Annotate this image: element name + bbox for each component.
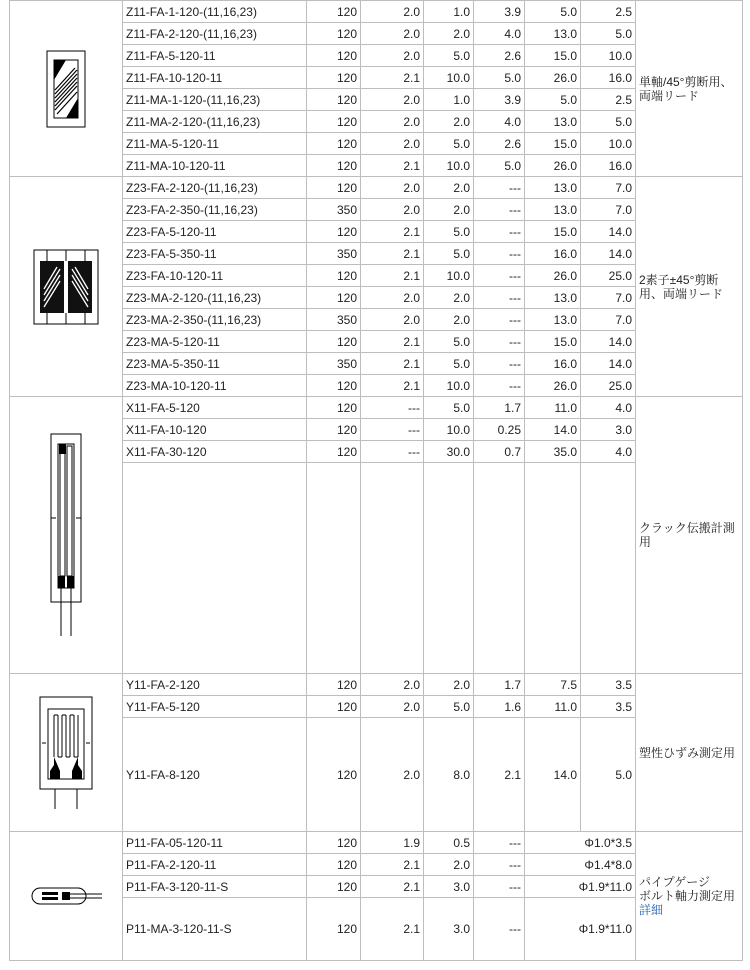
spec-value: 2.0 xyxy=(424,287,474,309)
spec-value: 2.5 xyxy=(581,1,636,23)
spec-value: 120 xyxy=(307,111,361,133)
spec-value: --- xyxy=(474,854,525,876)
spec-value-diameter-length: Φ1.9*11.0 xyxy=(525,876,636,898)
spec-value: 5.0 xyxy=(424,353,474,375)
model-number: Z11-MA-10-120-11 xyxy=(123,155,307,177)
spec-value: 120 xyxy=(307,89,361,111)
table-row xyxy=(10,177,743,199)
spec-value: --- xyxy=(474,265,525,287)
spec-value: 350 xyxy=(307,243,361,265)
spec-value: 26.0 xyxy=(525,375,581,397)
spec-value: --- xyxy=(361,419,424,441)
spec-value: 15.0 xyxy=(525,221,581,243)
spec-value: 2.0 xyxy=(361,111,424,133)
spec-value: 2.0 xyxy=(361,23,424,45)
model-number: Z11-FA-2-120-(11,16,23) xyxy=(123,23,307,45)
spec-value: 120 xyxy=(307,696,361,718)
spec-value: 120 xyxy=(307,67,361,89)
spec-value: 14.0 xyxy=(525,718,581,832)
spec-value: 4.0 xyxy=(581,441,636,463)
spec-value: 35.0 xyxy=(525,441,581,463)
table-row xyxy=(10,1,743,23)
spec-value: 120 xyxy=(307,23,361,45)
spec-value: 2.0 xyxy=(361,133,424,155)
model-number: P11-FA-05-120-11 xyxy=(123,832,307,854)
spec-value: 7.0 xyxy=(581,177,636,199)
spec-value: 4.0 xyxy=(474,23,525,45)
spec-value: --- xyxy=(474,375,525,397)
empty-cell xyxy=(424,463,474,674)
spec-value: 2.1 xyxy=(361,898,424,961)
model-number: Z23-FA-10-120-11 xyxy=(123,265,307,287)
spec-value: 10.0 xyxy=(581,133,636,155)
model-number: X11-FA-10-120 xyxy=(123,419,307,441)
model-number: Z23-FA-2-350-(11,16,23) xyxy=(123,199,307,221)
crack-propagation-gauge-icon xyxy=(10,397,123,674)
spec-value: 25.0 xyxy=(581,375,636,397)
model-number: X11-FA-5-120 xyxy=(123,397,307,419)
spec-value: 2.0 xyxy=(361,696,424,718)
table-row xyxy=(10,397,743,419)
note-line: ボルト軸力測定用 xyxy=(639,889,736,903)
spec-value: 3.5 xyxy=(581,696,636,718)
spec-value: 1.6 xyxy=(474,696,525,718)
spec-value: 2.1 xyxy=(361,876,424,898)
spec-value: 120 xyxy=(307,397,361,419)
model-number: Y11-FA-5-120 xyxy=(123,696,307,718)
spec-value: 2.0 xyxy=(424,309,474,331)
spec-value: 15.0 xyxy=(525,133,581,155)
spec-value: 2.1 xyxy=(361,243,424,265)
spec-value: 120 xyxy=(307,155,361,177)
spec-value: 120 xyxy=(307,287,361,309)
spec-value: 2.1 xyxy=(361,155,424,177)
model-number: Z11-MA-1-120-(11,16,23) xyxy=(123,89,307,111)
model-number: Y11-FA-8-120 xyxy=(123,718,307,832)
spec-value: 10.0 xyxy=(581,45,636,67)
model-number: Z23-MA-2-350-(11,16,23) xyxy=(123,309,307,331)
spec-value: 16.0 xyxy=(525,353,581,375)
spec-value: 3.0 xyxy=(424,876,474,898)
table-row xyxy=(10,674,743,696)
model-number: Z23-MA-5-120-11 xyxy=(123,331,307,353)
spec-value: 15.0 xyxy=(525,331,581,353)
spec-value: 1.7 xyxy=(474,397,525,419)
spec-value: 350 xyxy=(307,309,361,331)
spec-value: 14.0 xyxy=(581,353,636,375)
details-link[interactable]: 詳細 xyxy=(639,903,664,917)
spec-value: 3.9 xyxy=(474,1,525,23)
spec-value: 120 xyxy=(307,419,361,441)
strain-gauge-45deg-shear-icon xyxy=(10,1,123,177)
spec-value: 14.0 xyxy=(581,243,636,265)
model-number: Z11-FA-5-120-11 xyxy=(123,45,307,67)
spec-value: 13.0 xyxy=(525,177,581,199)
spec-value: 26.0 xyxy=(525,265,581,287)
spec-value: 120 xyxy=(307,133,361,155)
application-note xyxy=(636,674,743,832)
spec-value: 10.0 xyxy=(424,419,474,441)
application-note xyxy=(636,397,743,674)
spec-value: 120 xyxy=(307,441,361,463)
spec-value: 16.0 xyxy=(581,67,636,89)
note-line: パイプゲージ xyxy=(639,875,711,889)
spec-value: --- xyxy=(474,898,525,961)
spec-value: 16.0 xyxy=(525,243,581,265)
spec-value: 2.6 xyxy=(474,133,525,155)
spec-value: 5.0 xyxy=(424,243,474,265)
spec-value: 2.0 xyxy=(424,854,474,876)
model-number: Z23-FA-2-120-(11,16,23) xyxy=(123,177,307,199)
spec-value: 5.0 xyxy=(581,718,636,832)
spec-value: 15.0 xyxy=(525,45,581,67)
empty-cell xyxy=(581,463,636,674)
spec-value: 5.0 xyxy=(474,67,525,89)
spec-value: 3.9 xyxy=(474,89,525,111)
plastic-strain-gauge-icon xyxy=(10,674,123,832)
model-number: Z23-MA-5-350-11 xyxy=(123,353,307,375)
spec-value: --- xyxy=(474,876,525,898)
spec-value-diameter-length: Φ1.0*3.5 xyxy=(525,832,636,854)
spec-value: 5.0 xyxy=(424,696,474,718)
spec-value: 120 xyxy=(307,265,361,287)
model-number: Z23-FA-5-350-11 xyxy=(123,243,307,265)
spec-value: 5.0 xyxy=(424,331,474,353)
spec-value: 120 xyxy=(307,375,361,397)
spec-value: --- xyxy=(474,309,525,331)
spec-value: 13.0 xyxy=(525,111,581,133)
spec-value: 2.0 xyxy=(361,89,424,111)
spec-value: --- xyxy=(474,353,525,375)
spec-value: 1.0 xyxy=(424,89,474,111)
spec-value: 13.0 xyxy=(525,287,581,309)
strain-gauge-spec-table xyxy=(9,0,743,961)
spec-value: 2.1 xyxy=(474,718,525,832)
spec-value: 5.0 xyxy=(581,111,636,133)
spec-value: 2.6 xyxy=(474,45,525,67)
spec-value: 10.0 xyxy=(424,155,474,177)
spec-value: 30.0 xyxy=(424,441,474,463)
spec-value: 0.25 xyxy=(474,419,525,441)
spec-value: 7.0 xyxy=(581,287,636,309)
spec-value: 2.0 xyxy=(361,199,424,221)
spec-value: 2.1 xyxy=(361,854,424,876)
spec-value: 2.1 xyxy=(361,221,424,243)
spec-value: --- xyxy=(474,199,525,221)
spec-value: 2.0 xyxy=(361,177,424,199)
spec-value: 14.0 xyxy=(581,331,636,353)
spec-value: 2.0 xyxy=(361,674,424,696)
spec-value: 5.0 xyxy=(474,155,525,177)
spec-value: 120 xyxy=(307,177,361,199)
spec-value: 4.0 xyxy=(581,397,636,419)
spec-value: 1.7 xyxy=(474,674,525,696)
spec-value: 120 xyxy=(307,674,361,696)
spec-value: --- xyxy=(474,832,525,854)
model-number: Z23-FA-5-120-11 xyxy=(123,221,307,243)
spec-value: 2.0 xyxy=(361,1,424,23)
spec-value: 25.0 xyxy=(581,265,636,287)
model-number: Z23-MA-2-120-(11,16,23) xyxy=(123,287,307,309)
spec-value: 2.0 xyxy=(424,23,474,45)
spec-value: 10.0 xyxy=(424,265,474,287)
spec-value: 120 xyxy=(307,221,361,243)
note-text: クラック伝搬計測用 xyxy=(639,521,735,549)
spec-value: 2.0 xyxy=(361,718,424,832)
spec-value: --- xyxy=(361,441,424,463)
spec-value: 5.0 xyxy=(424,45,474,67)
model-number: Z11-FA-1-120-(11,16,23) xyxy=(123,1,307,23)
spec-value: --- xyxy=(474,331,525,353)
strain-gauge-dual-shear-icon xyxy=(10,177,123,397)
spec-value: 8.0 xyxy=(424,718,474,832)
spec-value: 2.1 xyxy=(361,331,424,353)
spec-value: 120 xyxy=(307,45,361,67)
empty-cell xyxy=(123,463,307,674)
note-text: 単軸/45°剪断用、両端リード xyxy=(639,74,733,103)
model-number: P11-FA-3-120-11-S xyxy=(123,876,307,898)
model-number: X11-FA-30-120 xyxy=(123,441,307,463)
spec-value: 10.0 xyxy=(424,375,474,397)
spec-value: 2.1 xyxy=(361,67,424,89)
spec-value: 2.0 xyxy=(361,287,424,309)
model-number: Z11-MA-2-120-(11,16,23) xyxy=(123,111,307,133)
spec-value: --- xyxy=(361,397,424,419)
empty-cell xyxy=(361,463,424,674)
spec-value: 350 xyxy=(307,199,361,221)
spec-value: 3.5 xyxy=(581,674,636,696)
spec-value: 14.0 xyxy=(581,221,636,243)
spec-value: 7.5 xyxy=(525,674,581,696)
spec-value: 16.0 xyxy=(581,155,636,177)
application-note xyxy=(636,1,743,177)
note-text: 塑性ひずみ測定用 xyxy=(639,745,736,760)
spec-value: 2.1 xyxy=(361,353,424,375)
model-number: P11-MA-3-120-11-S xyxy=(123,898,307,961)
spec-value: 10.0 xyxy=(424,67,474,89)
spec-value: 120 xyxy=(307,718,361,832)
spec-value: 120 xyxy=(307,331,361,353)
spec-value: 2.0 xyxy=(424,111,474,133)
spec-value: 5.0 xyxy=(525,89,581,111)
spec-value: 2.0 xyxy=(361,309,424,331)
spec-value: 26.0 xyxy=(525,155,581,177)
spec-value: --- xyxy=(474,243,525,265)
spec-value: 14.0 xyxy=(525,419,581,441)
spec-value: 2.1 xyxy=(361,375,424,397)
spec-value: 7.0 xyxy=(581,309,636,331)
spec-value-diameter-length: Φ1.9*11.0 xyxy=(525,898,636,961)
empty-cell xyxy=(525,463,581,674)
spec-value: 0.7 xyxy=(474,441,525,463)
spec-value: 2.5 xyxy=(581,89,636,111)
spec-value: 26.0 xyxy=(525,67,581,89)
model-number: Z11-FA-10-120-11 xyxy=(123,67,307,89)
spec-value: 3.0 xyxy=(424,898,474,961)
spec-value: 13.0 xyxy=(525,199,581,221)
spec-value: 13.0 xyxy=(525,23,581,45)
table-body xyxy=(10,1,743,961)
spec-value: 120 xyxy=(307,832,361,854)
application-note xyxy=(636,177,743,397)
spec-value: 120 xyxy=(307,854,361,876)
spec-value: 13.0 xyxy=(525,309,581,331)
table-row xyxy=(10,832,743,854)
spec-value: 1.9 xyxy=(361,832,424,854)
pipe-gauge-icon xyxy=(10,832,123,961)
spec-value: 1.0 xyxy=(424,1,474,23)
spec-value: 5.0 xyxy=(424,133,474,155)
spec-value: 120 xyxy=(307,898,361,961)
spec-value: 0.5 xyxy=(424,832,474,854)
spec-value: 3.0 xyxy=(581,419,636,441)
model-number: P11-FA-2-120-11 xyxy=(123,854,307,876)
model-number: Z11-MA-5-120-11 xyxy=(123,133,307,155)
spec-value: 2.0 xyxy=(424,177,474,199)
spec-value: --- xyxy=(474,177,525,199)
spec-value: 5.0 xyxy=(424,221,474,243)
spec-value: 11.0 xyxy=(525,397,581,419)
model-number: Z23-MA-10-120-11 xyxy=(123,375,307,397)
application-note xyxy=(636,832,743,961)
spec-value: --- xyxy=(474,287,525,309)
empty-cell xyxy=(474,463,525,674)
spec-value: 5.0 xyxy=(424,397,474,419)
spec-value: 350 xyxy=(307,353,361,375)
spec-value: 5.0 xyxy=(581,23,636,45)
spec-value: --- xyxy=(474,221,525,243)
spec-value-diameter-length: Φ1.4*8.0 xyxy=(525,854,636,876)
spec-value: 2.1 xyxy=(361,265,424,287)
spec-value: 5.0 xyxy=(525,1,581,23)
spec-value: 7.0 xyxy=(581,199,636,221)
model-number: Y11-FA-2-120 xyxy=(123,674,307,696)
spec-value: 120 xyxy=(307,876,361,898)
spec-value: 11.0 xyxy=(525,696,581,718)
note-text: 2素子±45°剪断用、両端リード xyxy=(639,272,724,301)
spec-value: 2.0 xyxy=(424,199,474,221)
spec-value: 120 xyxy=(307,1,361,23)
spec-value: 2.0 xyxy=(424,674,474,696)
spec-value: 4.0 xyxy=(474,111,525,133)
empty-cell xyxy=(307,463,361,674)
spec-value: 2.0 xyxy=(361,45,424,67)
